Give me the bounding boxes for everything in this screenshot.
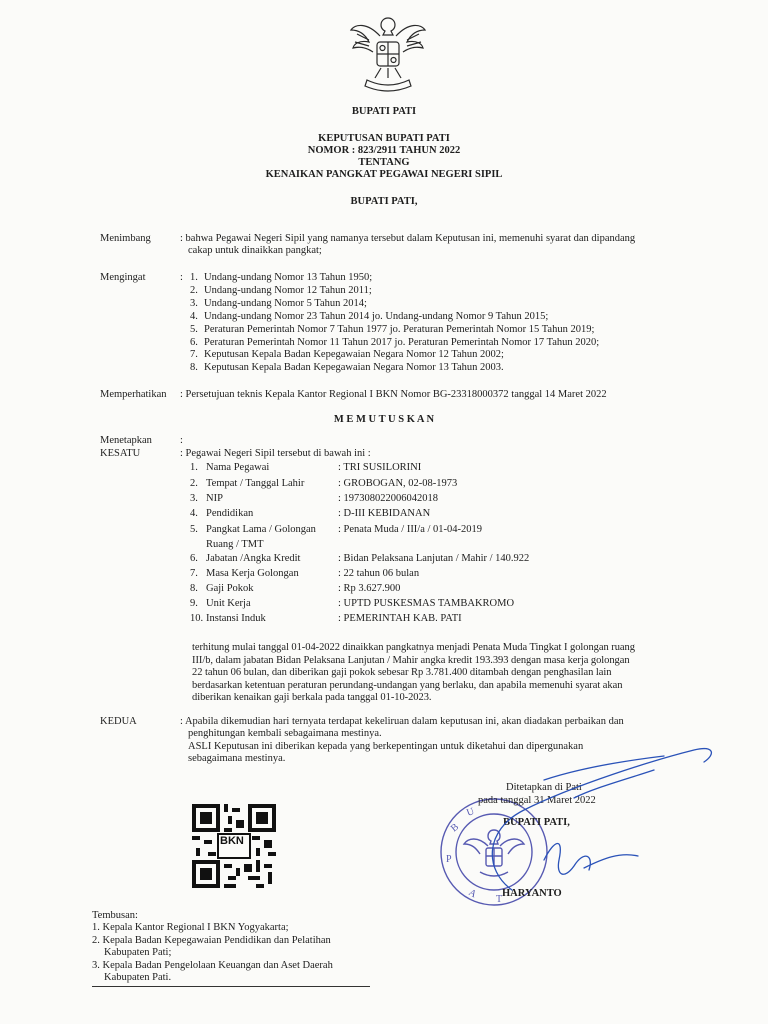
mengingat-item-text: Peraturan Pemerintah Nomor 7 Tahun 1977 jo. Peraturan Pemerintah Nomor 15 Tahun 2019; [204,323,595,335]
field-label: Ruang / TMT [206,539,264,550]
field-label: Tempat / Tanggal Lahir [206,478,305,489]
paragraph-line: 22 tahun 06 bulan, dan diberikan gaji pokok sebesar Rp 3.781.400 ditambah dengan penghasilan lain [192,667,612,679]
issuer-heading: BUPATI PATI [351,106,417,117]
field-value: : TRI SUSILORINI [338,462,422,473]
paragraph-line: berdasarkan ketentuan peraturan perundang-undangan yang berlaku, dan apabila memenuhi syarat akan [192,679,623,691]
svg-text:T: T [496,894,503,905]
mengingat-item-number: 8. [190,362,198,374]
kedua-line-4: sebagaimana mestinya. [188,753,286,764]
mengingat-item-number: 3. [190,297,198,309]
svg-text:B: B [448,821,462,835]
field-number: 2. [190,478,198,489]
menimbang-line-1: : bahwa Pegawai Negeri Sipil yang namanya tersebut dalam Keputusan ini, memenuhi syarat dan dipandang [180,233,636,244]
mengingat-item-text: Keputusan Kepala Badan Kepegawaian Negara Nomor 12 Tahun 2002; [204,349,504,361]
handwritten-signature-icon [424,740,724,910]
mengingat-item-number: 2. [190,284,198,296]
mengingat-item [190,337,599,350]
qr-label: BKN [220,835,244,847]
field-label: Unit Kerja [206,598,251,609]
field-value: : Rp 3.627.900 [338,583,401,594]
field-number: 3. [190,493,198,504]
mengingat-item-number: 6. [190,336,198,348]
field-number: 1. [190,462,198,473]
mengingat-item-text: Undang-undang Nomor 12 Tahun 2011; [204,284,372,296]
mengingat-item [190,285,372,298]
mengingat-item-text: Peraturan Pemerintah Nomor 11 Tahun 2017 jo. Peraturan Pemerintah Nomor 17 Tahun 2020; [204,336,600,348]
field-value: : 197308022006042018 [338,493,439,504]
mengingat-item-number: 7. [190,349,198,361]
field-number: 4. [190,508,198,519]
menetapkan-label: Menetapkan [100,435,152,446]
field-number: 10. [190,613,204,624]
mengingat-item-number: 4. [190,310,198,322]
mengingat-item [190,272,372,285]
mengingat-colon: : [180,272,183,283]
menimbang-label: Menimbang [100,233,151,244]
field-label: NIP [206,493,223,504]
svg-text:A: A [466,887,479,901]
mengingat-item [190,311,548,324]
tembusan-line-1: 1. Kepala Kantor Regional I BKN Yogyakarta; [92,922,289,933]
svg-text:U: U [465,806,476,819]
field-value: : Bidan Pelaksana Lanjutan / Mahir / 140.922 [338,553,530,564]
mengingat-item-text: Undang-undang Nomor 5 Tahun 2014; [204,297,367,309]
signature-name: HARYANTO [502,888,562,899]
signature-title: BUPATI PATI, [503,817,570,828]
paragraph-line: III/b, dalam jabatan Bidan Pelaksana Lanjutan / Mahir angka kredit 193.393 dengan masa kerja golongan [192,654,630,666]
field-number: 5. [190,524,198,535]
mengingat-item [190,298,367,311]
tembusan-line-3: Kabupaten Pati; [104,947,172,958]
signature-place: Ditetapkan di Pati [506,782,582,793]
tembusan-label: Tembusan: [92,910,138,921]
menimbang-line-2: cakap untuk dinaikkan pangkat; [188,245,322,256]
decree-number: NOMOR : 823/2911 TAHUN 2022 [307,145,461,156]
mengingat-item-text: Undang-undang Nomor 23 Tahun 2014 jo. Undang-undang Nomor 9 Tahun 2015; [204,310,549,322]
kesatu-label: KESATU [100,448,141,459]
field-label: Pendidikan [206,508,254,519]
field-label: Pangkat Lama / Golongan [206,524,316,535]
field-label: Nama Pegawai [206,462,270,473]
memperhatikan-text: : Persetujuan teknis Kepala Kantor Regional I BKN Nomor BG-23318000372 tanggal 14 Maret 2022 [180,389,607,400]
field-label: Instansi Induk [206,613,266,624]
tembusan-line-2: 2. Kepala Badan Kepegawaian Pendidikan dan Pelatihan [92,935,331,946]
mengingat-item-number: 1. [190,272,198,283]
authority-heading: BUPATI PATI, [350,196,418,207]
mengingat-item [190,324,594,337]
kedua-label: KEDUA [100,716,137,727]
decree-subject: KENAIKAN PANGKAT PEGAWAI NEGERI SIPIL [265,169,503,180]
mengingat-label: Mengingat [100,272,146,283]
kesatu-intro: : Pegawai Negeri Sipil tersebut di bawah ini : [180,448,371,459]
field-label: Masa Kerja Golongan [206,568,299,579]
memutuskan-heading: M E M U T U S K A N [333,414,435,425]
paragraph-line: terhitung mulai tanggal 01-04-2022 dinaikkan pangkatnya menjadi Penata Muda Tingkat I golongan ruang [192,642,635,653]
svg-text:P: P [446,854,452,865]
field-value: : GROBOGAN, 02-08-1973 [338,478,458,489]
signature-date: pada tanggal 31 Maret 2022 [478,795,596,806]
field-value: : UPTD PUSKESMAS TAMBAKROMO [338,598,515,609]
field-number: 6. [190,553,198,564]
garuda-emblem-icon [349,12,427,94]
mengingat-item [190,362,504,375]
kedua-line-3: ASLI Keputusan ini diberikan kepada yang berkepentingan untuk diketahui dan dipergunakan [188,741,584,752]
field-value: : 22 tahun 06 bulan [338,568,420,579]
field-value: : Penata Muda / III/a / 01-04-2019 [338,524,483,535]
paragraph-line: diberikan kenaikan gaji berkala pada tanggal 01-10-2023. [192,692,432,704]
tembusan-line-5: Kabupaten Pati. [104,972,172,983]
field-number: 8. [190,583,198,594]
mengingat-item-text: Undang-undang Nomor 13 Tahun 1950; [204,272,373,283]
field-number: 7. [190,568,198,579]
mengingat-item-text: Keputusan Kepala Badan Kepegawaian Negara Nomor 13 Tahun 2003. [204,362,504,374]
field-number: 9. [190,598,198,609]
mengingat-item-number: 5. [190,323,198,335]
field-label: Gaji Pokok [206,583,254,594]
about-heading: TENTANG [358,157,410,168]
decree-title: KEPUTUSAN BUPATI PATI [318,133,450,144]
field-value: : PEMERINTAH KAB. PATI [338,613,462,624]
tembusan-underline [92,986,370,987]
field-value: : D-III KEBIDANAN [338,508,431,519]
kedua-line-1: : Apabila dikemudian hari ternyata terdapat kekeliruan dalam keputusan ini, akan diadakan perbaikan dan [180,716,624,727]
memperhatikan-label: Memperhatikan [100,389,167,400]
field-label: Jabatan /Angka Kredit [206,553,301,564]
menetapkan-colon: : [180,435,183,446]
tembusan-line-4: 3. Kepala Badan Pengelolaan Keuangan dan Aset Daerah [92,960,333,971]
mengingat-item [190,349,504,362]
kedua-line-2: penghitungan kembali sebagaimana mestinya. [188,728,382,739]
